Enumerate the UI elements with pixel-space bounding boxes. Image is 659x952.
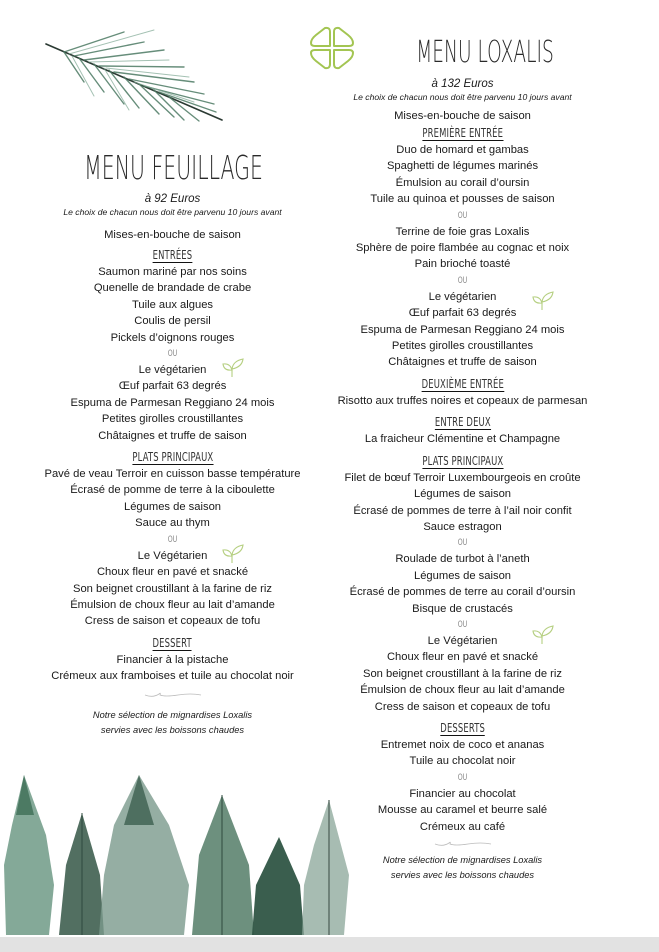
menu-feuillage-amuse-bouche: Mises-en-bouche de saison xyxy=(104,229,241,241)
or-separator: OU xyxy=(457,210,468,221)
menu-item: Bisque de crustacés xyxy=(412,602,513,615)
menu-item: Le Végétarien xyxy=(427,634,498,647)
vegetarian-option-label xyxy=(30,362,315,378)
or-separator: OU xyxy=(457,275,468,286)
vegetarian-leaf-icon xyxy=(532,291,554,311)
closing-note xyxy=(30,708,315,738)
menu-item: La fraicheur Clémentine et Champagne xyxy=(364,433,561,446)
menu-item: Duo de homard et gambas xyxy=(396,144,529,156)
menu-item: Émulsion de choux fleur au lait d’amande xyxy=(70,598,275,611)
menu-item: Coulis de persil xyxy=(134,315,211,328)
menu-item: Terrine de foie gras Loxalis xyxy=(395,225,530,238)
section-title-entre-deux: ENTRE DEUX xyxy=(434,415,491,430)
menu-item: Entremet noix de coco et ananas xyxy=(380,738,545,751)
menu-item: Écrasé de pomme de terre à la ciboulette xyxy=(70,484,275,497)
menu-item: Son beignet croustillant à la farine de riz xyxy=(362,667,562,680)
or-separator: OU xyxy=(457,772,468,783)
menu-item: Le végétarien xyxy=(428,290,497,303)
vegetarian-option-label xyxy=(320,289,605,305)
closing-note-line: servies avec les boissons chaudes xyxy=(390,870,535,880)
menu-item: Sauce au thym xyxy=(135,517,210,530)
section-title-desserts: DESSERTS xyxy=(440,720,485,735)
dessert-items xyxy=(30,652,315,685)
menu-item: Légumes de saison xyxy=(413,488,512,501)
menu-item: Châtaignes et truffe de saison xyxy=(98,429,247,442)
swash-divider-icon xyxy=(143,691,203,699)
menu-loxalis-amuse-bouche: Mises-en-bouche de saison xyxy=(394,110,531,122)
closing-note xyxy=(320,853,605,883)
menu-item: Saumon mariné par nos soins xyxy=(98,266,247,278)
plats-items xyxy=(30,466,315,630)
menu-item: Tuile au chocolat noir xyxy=(409,755,516,768)
menu-loxalis-price: à 132 Euros xyxy=(431,78,494,90)
entrees-items xyxy=(30,264,315,444)
vegetarian-option-label xyxy=(320,633,605,649)
menu-item: Pain brioché toasté xyxy=(414,258,511,271)
menu-item: Spaghetti de légumes marinés xyxy=(386,160,539,173)
menu-item: Cress de saison et copeaux de tofu xyxy=(84,615,261,628)
pine-branch-icon xyxy=(44,22,230,122)
menu-loxalis xyxy=(320,36,605,883)
menu-item: Œuf parfait 63 degrés xyxy=(118,380,227,393)
closing-note-line: servies avec les boissons chaudes xyxy=(100,724,245,735)
menu-item: Œuf parfait 63 degrés xyxy=(408,307,517,320)
menu-item: Tuile au quinoa et pousses de saison xyxy=(370,193,555,206)
menu-feuillage-title: MENU FEUILLAGE xyxy=(84,148,263,187)
vegetarian-option-label xyxy=(30,548,315,564)
menu-item: Châtaignes et truffe de saison xyxy=(388,356,537,369)
menu-item: Sauce estragon xyxy=(423,520,502,533)
pine-trees-illustration-icon xyxy=(4,765,359,935)
vegetarian-leaf-icon xyxy=(222,544,244,564)
menu-item: Financier au chocolat xyxy=(409,787,516,800)
menu-item: Choux fleur en pavé et snacké xyxy=(96,566,249,579)
or-separator: OU xyxy=(167,349,178,360)
section-title-premiere-entree: PREMIÈRE ENTRÉE xyxy=(422,126,503,140)
menu-item: Mousse au caramel et beurre salé xyxy=(377,804,548,817)
menu-item: Crémeux aux framboises et tuile au chocolat noir xyxy=(51,670,294,683)
vegetarian-leaf-icon xyxy=(532,625,554,645)
menu-item: Sphère de poire flambée au cognac et noix xyxy=(355,242,570,255)
plats-items xyxy=(320,470,605,715)
or-separator: OU xyxy=(457,619,468,630)
menu-item: Son beignet croustillant à la farine de riz xyxy=(72,582,272,595)
section-title-deuxieme-entree: DEUXIÈME ENTRÉE xyxy=(421,376,504,391)
menu-item: Le Végétarien xyxy=(137,549,208,562)
menu-loxalis-order-note: Le choix de chacun nous doit être parvenu 10 jours avant xyxy=(353,92,572,102)
menu-item: Écrasé de pommes de terre au corail d’oursin xyxy=(349,586,576,599)
desserts-items xyxy=(320,737,605,835)
menu-item: Espuma de Parmesan Reggiano 24 mois xyxy=(360,323,565,336)
section-title-dessert: DESSERT xyxy=(152,635,193,650)
menu-loxalis-title: MENU LOXALIS xyxy=(416,35,554,70)
menu-item: Quenelle de brandade de crabe xyxy=(93,282,252,295)
menu-item: Émulsion de choux fleur au lait d’amande xyxy=(360,684,565,697)
menu-item: Écrasé de pommes de terre à l’ail noir confit xyxy=(353,504,572,517)
section-title-plats-principaux: PLATS PRINCIPAUX xyxy=(422,453,503,468)
menu-item: Risotto aux truffes noires et copeaux de parmesan xyxy=(337,394,588,407)
menu-item: Petites girolles croustillantes xyxy=(101,413,244,426)
menu-feuillage-price: à 92 Euros xyxy=(144,193,201,205)
menu-feuillage-order-note: Le choix de chacun nous doit être parvenu 10 jours avant xyxy=(63,207,282,217)
closing-note-line: Notre sélection de mignardises Loxalis xyxy=(92,709,253,720)
swash-divider-icon xyxy=(433,840,493,848)
menu-item: Pavé de veau Terroir en cuisson basse température xyxy=(44,468,301,481)
premiere-entree-items xyxy=(320,142,605,371)
menu-item: Émulsion au corail d’oursin xyxy=(395,176,530,189)
page-bottom-edge xyxy=(0,937,659,952)
menu-item: Roulade de turbot à l’aneth xyxy=(395,553,530,566)
closing-note-line: Notre sélection de mignardises Loxalis xyxy=(382,855,543,865)
menu-item: Petites girolles croustillantes xyxy=(391,340,534,353)
menu-item: Légumes de saison xyxy=(123,500,222,513)
vegetarian-leaf-icon xyxy=(222,358,244,378)
menu-item: Le végétarien xyxy=(138,364,207,377)
section-title-plats-principaux: PLATS PRINCIPAUX xyxy=(132,450,213,465)
menu-item: Filet de bœuf Terroir Luxembourgeois en croûte xyxy=(344,471,581,484)
menu-item: Tuile aux algues xyxy=(131,298,214,311)
section-title-entrees: ENTRÉES xyxy=(152,248,193,262)
menu-item: Pickels d’oignons rouges xyxy=(110,331,235,344)
menu-feuillage xyxy=(30,150,315,738)
menu-item: Cress de saison et copeaux de tofu xyxy=(374,700,551,713)
menu-item: Choux fleur en pavé et snacké xyxy=(386,651,539,664)
menu-item: Financier à la pistache xyxy=(116,653,229,666)
or-separator: OU xyxy=(167,534,178,545)
menu-item: Crémeux au café xyxy=(419,820,506,833)
menu-item: Espuma de Parmesan Reggiano 24 mois xyxy=(70,396,275,409)
or-separator: OU xyxy=(457,538,468,549)
menu-item: Légumes de saison xyxy=(413,569,512,582)
